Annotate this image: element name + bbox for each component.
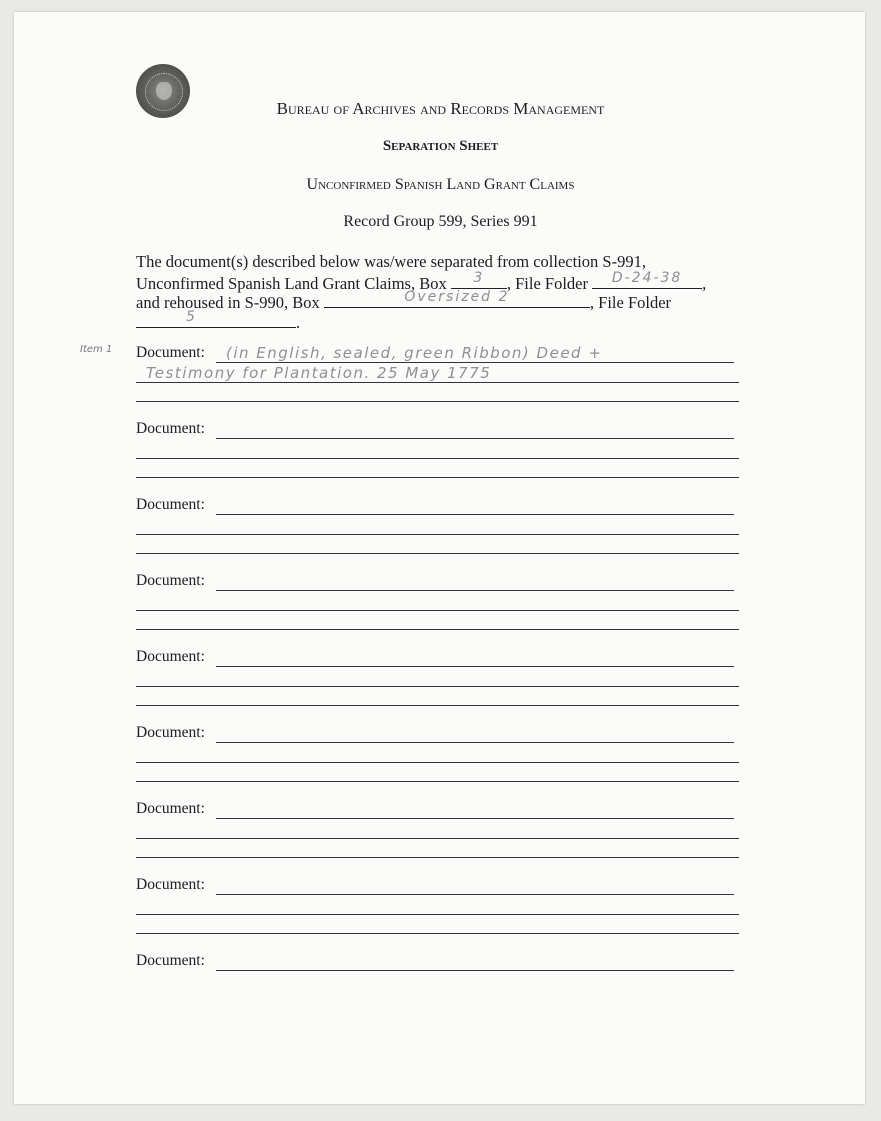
rehouse-box-value: Oversized 2	[404, 289, 510, 305]
document-line-2[interactable]	[136, 610, 739, 611]
document-line-2[interactable]	[136, 838, 739, 839]
document-line-1[interactable]	[216, 362, 734, 363]
document-line-2[interactable]	[136, 686, 739, 687]
document-line-3[interactable]	[136, 705, 739, 706]
intro-line-4-end: .	[296, 313, 301, 332]
document-line-2[interactable]	[136, 534, 739, 535]
box-field[interactable]	[451, 272, 507, 289]
intro-line-2a: Unconfirmed Spanish Land Grant Claims, Box	[136, 274, 451, 293]
document-line-3[interactable]	[136, 553, 739, 554]
document-line-2[interactable]	[136, 458, 739, 459]
rehouse-folder-field[interactable]	[136, 311, 296, 328]
document-label: Document:	[136, 876, 205, 893]
file-folder-field[interactable]	[592, 272, 702, 289]
file-folder-value: D-24-38	[611, 270, 683, 286]
document-label: Document:	[136, 724, 205, 741]
document-label: Document:	[136, 496, 205, 513]
document-line-1[interactable]	[216, 970, 734, 971]
document-line-3[interactable]	[136, 857, 739, 858]
document-line-1[interactable]	[216, 666, 734, 667]
document-description-line-2: Testimony for Plantation. 25 May 1775	[146, 364, 492, 382]
document-label: Document:	[136, 420, 205, 437]
document-label: Document:	[136, 572, 205, 589]
document-line-1[interactable]	[216, 514, 734, 515]
intro-line-1: The document(s) described below was/were separated from collection S-991,	[136, 252, 646, 271]
intro-line-2b: , File Folder	[506, 274, 593, 293]
document-label: Document:	[136, 800, 205, 817]
document-label: Document:	[136, 952, 205, 969]
document-line-2[interactable]	[136, 382, 739, 383]
intro-line-2c: ,	[702, 274, 707, 293]
record-group: Record Group 599, Series 991	[343, 213, 538, 230]
document-line-1[interactable]	[216, 894, 734, 895]
document-line-2[interactable]	[136, 762, 739, 763]
intro-line-4	[136, 311, 300, 333]
intro-line-3b: , File Folder	[589, 293, 672, 312]
document-line-1[interactable]	[216, 590, 734, 591]
margin-note: Item 1	[80, 344, 113, 355]
document-label: Document:	[136, 648, 205, 665]
document-line-3[interactable]	[136, 477, 739, 478]
document-description-line-1: (in English, sealed, green Ribbon) Deed +	[226, 344, 603, 362]
org-heading: Bureau of Archives and Records Management	[276, 99, 605, 118]
document-line-3[interactable]	[136, 629, 739, 630]
box-value: 3	[473, 270, 485, 286]
document-line-2[interactable]	[136, 914, 739, 915]
document-line-3[interactable]	[136, 401, 739, 402]
sheet-title: Separation Sheet	[382, 138, 499, 154]
document-line-1[interactable]	[216, 818, 734, 819]
document-label: Document:	[136, 344, 205, 361]
rehouse-box-field[interactable]	[324, 291, 590, 308]
intro-line-3a: and rehoused in S-990, Box	[136, 293, 324, 312]
collection-title: Unconfirmed Spanish Land Grant Claims	[306, 176, 575, 193]
document-line-3[interactable]	[136, 933, 739, 934]
document-line-3[interactable]	[136, 781, 739, 782]
document-line-1[interactable]	[216, 742, 734, 743]
rehouse-folder-value: 5	[186, 309, 197, 325]
document-line-1[interactable]	[216, 438, 734, 439]
